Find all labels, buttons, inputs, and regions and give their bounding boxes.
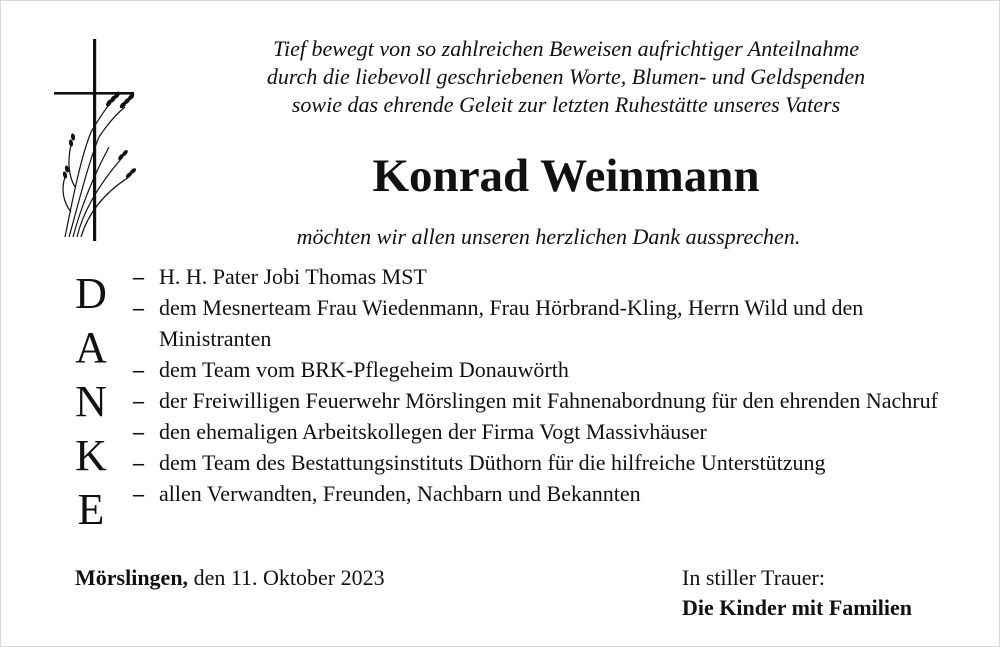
place: Mörslingen,	[75, 565, 189, 590]
recipient-text: der Freiwilligen Feuerwehr Mörslingen mit Fahnenabordnung für den ehrenden Nachruf	[159, 388, 938, 413]
mourners-block	[682, 563, 912, 623]
intro-line: sowie das ehrende Geleit zur letzten Ruhestätte unseres Vaters	[291, 92, 841, 117]
recipient-text: H. H. Pater Jobi Thomas MST	[159, 264, 427, 289]
thanks-statement: möchten wir allen unseren herzlichen Dank aussprechen.	[296, 224, 801, 249]
mourning-label: In stiller Trauer:	[682, 565, 825, 590]
list-item	[133, 447, 973, 478]
list-item	[133, 478, 973, 509]
danke-letter: D	[75, 269, 107, 318]
dash-bullet: –	[133, 419, 144, 444]
dash-bullet: –	[133, 481, 144, 506]
dash-bullet: –	[133, 357, 144, 382]
list-item	[133, 416, 973, 447]
recipient-text: dem Team vom BRK-Pflegeheim Donauwörth	[159, 357, 569, 382]
danke-letter: K	[75, 431, 107, 480]
list-item	[133, 354, 973, 385]
cross-with-wheat-icon	[51, 37, 141, 243]
cross-horizontal-beam	[54, 92, 134, 95]
danke-vertical-word	[63, 267, 119, 537]
recipient-text: allen Verwandten, Freunden, Nachbarn und Bekannten	[159, 481, 641, 506]
recipient-text: dem Team des Bestattungsinstituts Düthorn für die hilfreiche Unterstützung	[159, 450, 826, 475]
danke-letter: N	[75, 377, 107, 426]
dash-bullet: –	[133, 264, 144, 289]
list-item	[133, 292, 973, 354]
danke-letter: E	[77, 485, 105, 534]
date: den 11. Oktober 2023	[193, 565, 385, 590]
list-item	[133, 261, 973, 292]
dash-bullet: –	[133, 295, 144, 320]
cross-wheat-drawing	[51, 37, 141, 243]
recipient-text: dem Mesnerteam Frau Wiedenmann, Frau Hörbrand-Kling, Herrn Wild und den Ministranten	[159, 295, 864, 351]
intro-line: Tief bewegt von so zahlreichen Beweisen aufrichtiger Anteilnahme	[273, 36, 859, 61]
danke-letter: A	[75, 323, 107, 372]
recipient-text: den ehemaligen Arbeitskollegen der Firma Vogt Massivhäuser	[159, 419, 707, 444]
list-item	[133, 385, 973, 416]
dash-bullet: –	[133, 388, 144, 413]
intro-text	[176, 35, 956, 119]
dash-bullet: –	[133, 450, 144, 475]
mourners-names: Die Kinder mit Familien	[682, 595, 912, 620]
intro-line: durch die liebevoll geschriebenen Worte, Blumen- und Geldspenden	[266, 64, 866, 89]
recipients-list	[133, 261, 973, 509]
place-and-date	[75, 563, 385, 593]
deceased-name: Konrad Weinmann	[372, 150, 760, 202]
